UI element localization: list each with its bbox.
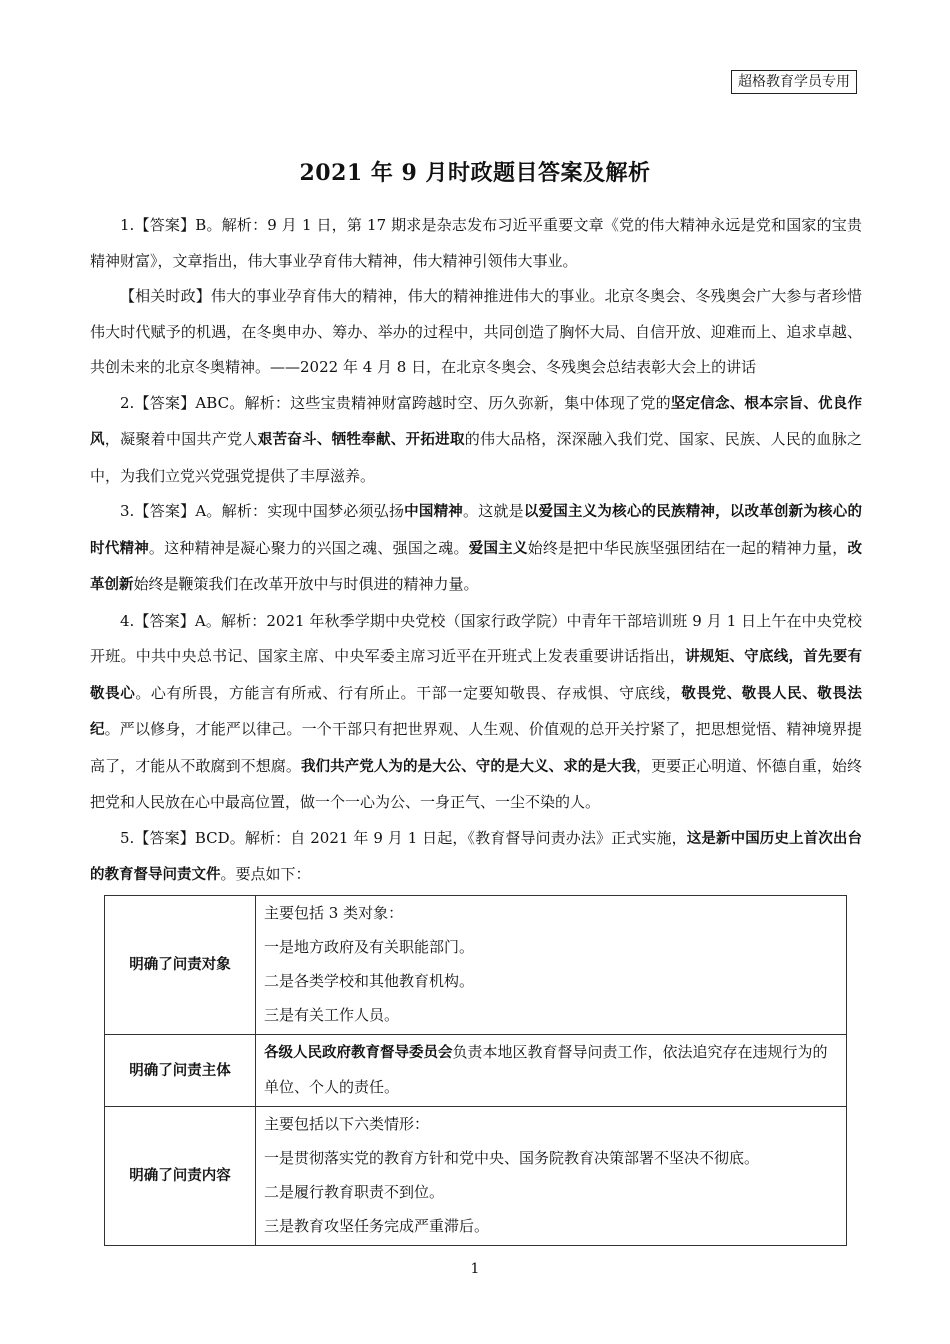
answer-2 <box>90 386 862 495</box>
content-text: 负责本地区教育督导问责工作，依法追究存在违规行为的单位、个人的责任。 <box>264 1043 828 1096</box>
answer-3-text-f: 始终是鞭策我们在改革开放中与时俱进的精神力量。 <box>133 575 479 593</box>
answer-4-keyword-3: 我们共产党人为的是大公、守的是大义、求的是大我 <box>300 758 637 775</box>
answer-4-keyword-2: 敬畏党、敬畏人民、敬畏法纪 <box>90 685 863 738</box>
answer-4-keyword-1: 讲规矩、守底线，首先要有敬畏心 <box>90 649 862 702</box>
row-content <box>256 1035 847 1107</box>
answer-2-keyword-1: 坚定信念、根本宗旨、优良作风 <box>90 395 862 448</box>
answer-4-text-d: 。严以修身，才能严以律己。一个干部只有把世界观、人生观、价值观的总开关拧紧了，把思想觉悟、精神境界提高了，才能从不敢腐到不想腐。 <box>90 720 862 775</box>
answer-2-text-c: ，凝聚着中国共产党人 <box>104 430 258 448</box>
answer-3-text-d: 。这种精神是凝心聚力的兴国之魂、强国之魂。 <box>148 538 469 557</box>
answer-2-keyword-2: 艰苦奋斗、牺牲奉献、开拓进取 <box>257 432 465 448</box>
answer-5-text-a: 5.【答案】BCD。解析：自 2021 年 9 月 1 日起，《教育督导问责办法》正式实施， <box>120 828 687 847</box>
row-header: 明确了问责主体 <box>105 1035 256 1107</box>
content-line: 主要包括以下六类情形： <box>264 1115 430 1133</box>
content-line: 二是各类学校和其他教育机构。 <box>264 972 475 990</box>
content-keyword: 各级人民政府教育督导委员会 <box>264 1045 453 1061</box>
content-line: 二是履行教育职责不到位。 <box>264 1183 445 1201</box>
row-header: 明确了问责内容 <box>105 1107 256 1246</box>
answer-1: 1.【答案】B。解析：9 月 1 日，第 17 期求是杂志发布习近平重要文章《党的伟大精神永远是党和国家的宝贵精神财富》，文章指出，伟大事业孕育伟大精神，伟大精神引领伟大事业。 <box>90 216 862 270</box>
answer-5 <box>90 821 862 894</box>
student-only-stamp: 超格教育学员专用 <box>731 70 857 94</box>
answer-4-text-e: ，更要正心明道、怀德自重，始终把党和人民放在心中最高位置，做一个一心为公、一身正气、一尘不染的人。 <box>90 756 862 811</box>
answer-body <box>90 208 862 894</box>
content-line: 主要包括 3 类对象： <box>264 904 404 922</box>
answer-2-text-d: 的伟大品格，深深融入我们党、国家、民族、人民的血脉之中，为我们立党兴党强党提供了丰厚滋养。 <box>90 430 863 485</box>
table-row <box>105 896 847 1035</box>
answer-4 <box>90 604 862 821</box>
table-row <box>105 1035 847 1107</box>
answer-3-keyword-3: 爱国主义 <box>468 540 528 557</box>
answer-3 <box>90 494 862 604</box>
answer-5-text-c: 。要点如下： <box>220 865 311 883</box>
answer-4-text-a: 4.【答案】A。解析：2021 年秋季学期中央党校（国家行政学院）中青年干部培训班 9 月 1 日上午在中央党校开班。中共中央总书记、国家主席、中央军委主席习近平在开班式上发表重要讲话指出， <box>90 611 862 665</box>
answer-4-text-c: 。心有所畏，方能言有所戒、行有所止。干部一定要知敬畏、存戒惧、守底线， <box>135 683 682 702</box>
content-line: 三是教育攻坚任务完成严重滞后。 <box>264 1217 490 1235</box>
answer-3-keyword-4: 改革创新 <box>90 540 862 593</box>
page-number: 1 <box>470 1261 480 1277</box>
row-content <box>256 896 847 1035</box>
accountability-table <box>104 895 847 1246</box>
related-news: 【相关时政】伟大的事业孕育伟大的精神，伟大的精神推进伟大的事业。北京冬奥会、冬残奥会广大参与者珍惜伟大时代赋予的机遇，在冬奥申办、筹办、举办的过程中，共同创造了胸怀大局、自信开放、迎难而上、追求卓越、共创未来的北京冬奥精神。——2022 年 4 月 8 日，在北京冬奥会、冬残奥会总结表彰大会上的讲话 <box>90 287 862 376</box>
answer-2-text-a: 2.【答案】ABC。解析：这些宝贵精神财富跨越时空、历久弥新，集中体现了党的 <box>120 393 671 412</box>
answer-3-keyword-1: 中国精神 <box>404 504 463 520</box>
answer-3-text-e: 始终是把中华民族坚强团结在一起的精神力量， <box>527 538 848 557</box>
content-line: 一是贯彻落实党的教育方针和党中央、国务院教育决策部署不坚决不彻底。 <box>264 1149 760 1167</box>
table-row <box>105 1107 847 1246</box>
answer-5-keyword-1: 这是新中国历史上首次出台的教育督导问责文件 <box>90 830 862 883</box>
answer-3-text-a: 3.【答案】A。解析：实现中国梦必须弘扬 <box>120 502 405 520</box>
content-line: 三是有关工作人员。 <box>264 1006 400 1024</box>
answer-3-text-c: 。这就是 <box>463 502 524 520</box>
answer-3-keyword-2: 以爱国主义为核心的民族精神，以改革创新为核心的时代精神 <box>90 504 862 557</box>
content-line: 一是地方政府及有关职能部门。 <box>264 938 475 956</box>
row-content <box>256 1107 847 1246</box>
page-title: 2021 年 9 月时政题目答案及解析 <box>299 160 651 186</box>
row-header: 明确了问责对象 <box>105 896 256 1035</box>
